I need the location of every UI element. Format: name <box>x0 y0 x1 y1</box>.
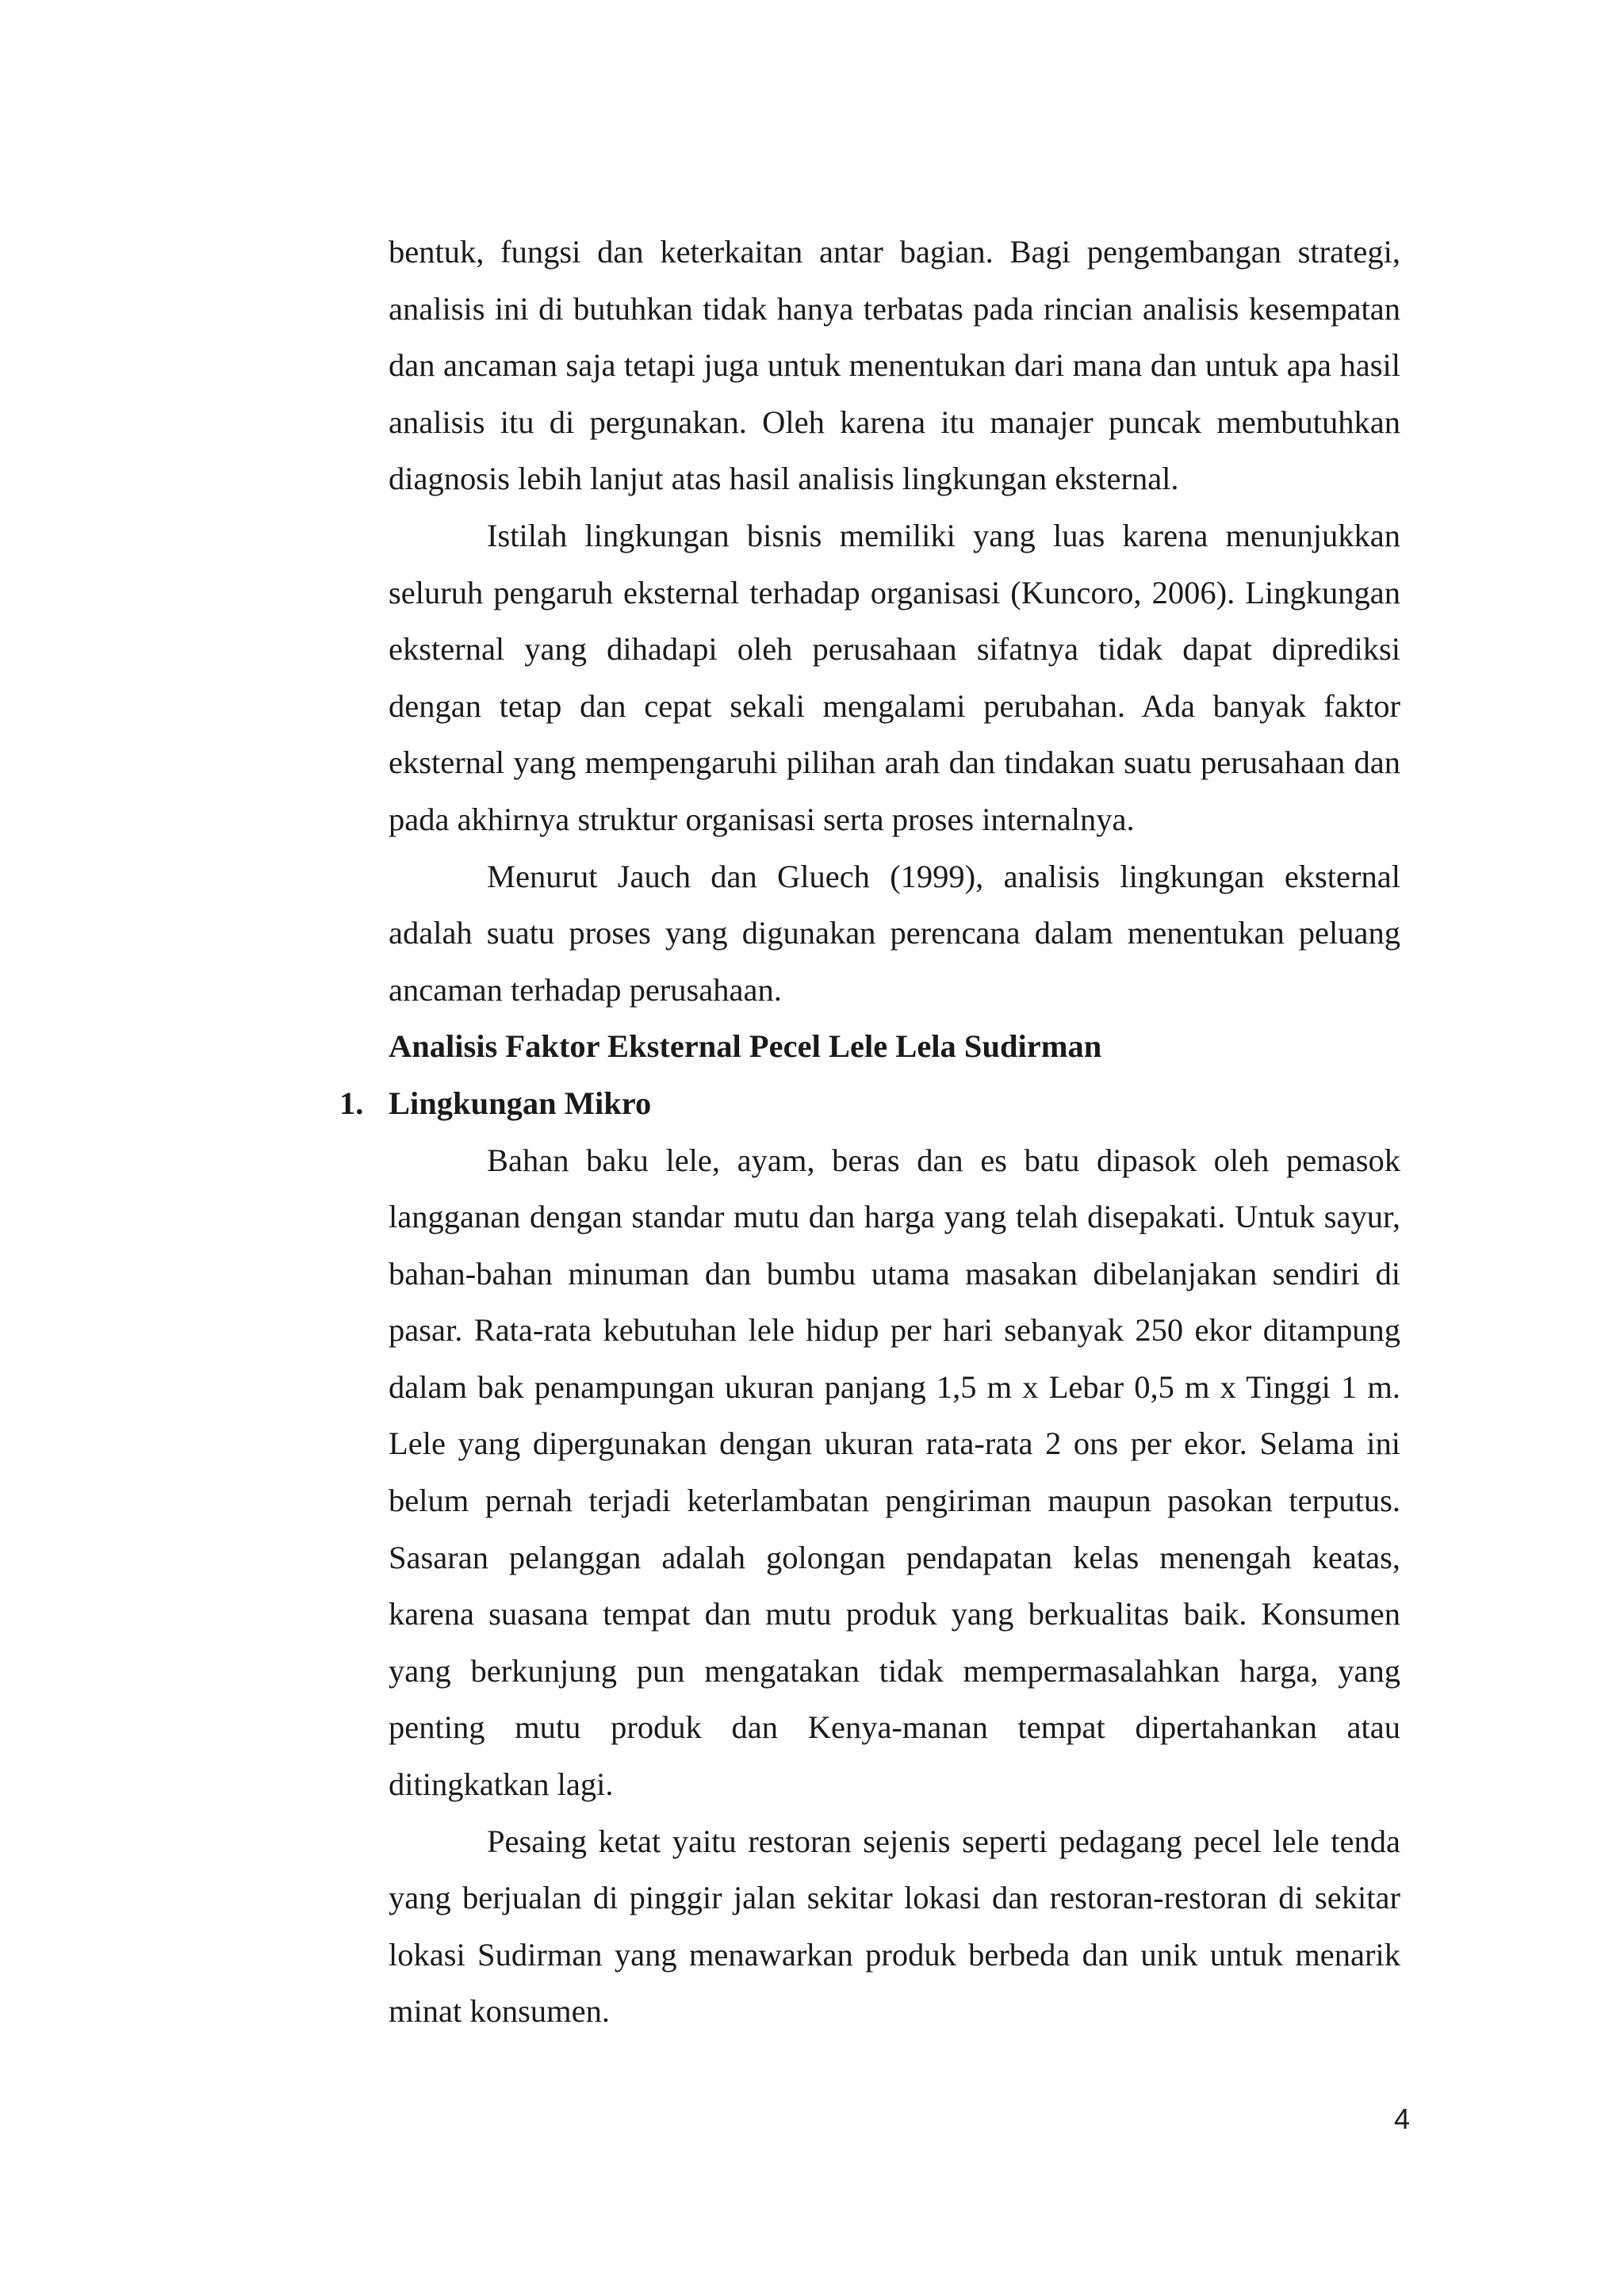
paragraph-lingkungan-bisnis: Istilah lingkungan bisnis memiliki yang luas karena menunjukkan seluruh pengaruh eksternal terhadap organisasi (Kuncoro, 2006). Lingkungan eksternal yang dihadapi oleh perusahaan sifatnya tidak dapat diprediksi dengan tetap dan cepat sekali mengalami perubahan. Ada banyak faktor eksternal yang mempengaruhi pilihan arah dan tindakan suatu perusahaan dan pada akhirnya struktur organisasi serta proses internalnya. <box>389 517 1400 837</box>
document-body <box>339 224 1400 2040</box>
page-number: 4 <box>1393 2103 1410 2135</box>
section-heading: Analisis Faktor Eksternal Pecel Lele Lela Sudirman <box>389 1028 1102 1065</box>
paragraph-pesaing: Pesaing ketat yaitu restoran sejenis seperti pedagang pecel lele tenda yang berjualan di pinggir jalan sekitar lokasi dan restoran-restoran di sekitar lokasi Sudirman yang menawarkan produk berbeda dan unik untuk menarik minat konsumen. <box>389 1823 1400 2030</box>
subsection-title: Lingkungan Mikro <box>389 1085 652 1121</box>
list-number: 1. <box>339 1085 364 1121</box>
subsection-heading <box>339 1075 1400 1132</box>
paragraph-continuation: bentuk, fungsi dan keterkaitan antar bagian. Bagi pengembangan strategi, analisis ini di butuhkan tidak hanya terbatas pada rincian analisis kesempatan dan ancaman saja tetapi juga untuk menentukan dari mana dan untuk apa hasil analisis itu di pergunakan. Oleh karena itu manajer puncak membutuhkan diagnosis lebih lanjut atas hasil analisis lingkungan eksternal. <box>389 234 1400 497</box>
paragraph-jauch-gluech: Menurut Jauch dan Gluech (1999), analisis lingkungan eksternal adalah suatu proses yang digunakan perencana dalam menentukan peluang ancaman terhadap perusahaan. <box>389 858 1400 1008</box>
paragraph-bahan-baku: Bahan baku lele, ayam, beras dan es batu dipasok oleh pemasok langganan dengan standar mutu dan harga yang telah disepakati. Untuk sayur, bahan-bahan minuman dan bumbu utama masakan dibelanjakan sendiri di pasar. Rata-rata kebutuhan lele hidup per hari sebanyak 250 ekor ditampung dalam bak penampungan ukuran panjang 1,5 m x Lebar 0,5 m x Tinggi 1 m. Lele yang dipergunakan dengan ukuran rata-rata 2 ons per ekor. Selama ini belum pernah terjadi keterlambatan pengiriman maupun pasokan terputus. Sasaran pelanggan adalah golongan pendapatan kelas menengah keatas, karena suasana tempat dan mutu produk yang berkualitas baik. Konsumen yang berkunjung pun mengatakan tidak mempermasalahkan harga, yang penting mutu produk dan Kenya-manan tempat dipertahankan atau ditingkatkan lagi. <box>389 1142 1400 1803</box>
